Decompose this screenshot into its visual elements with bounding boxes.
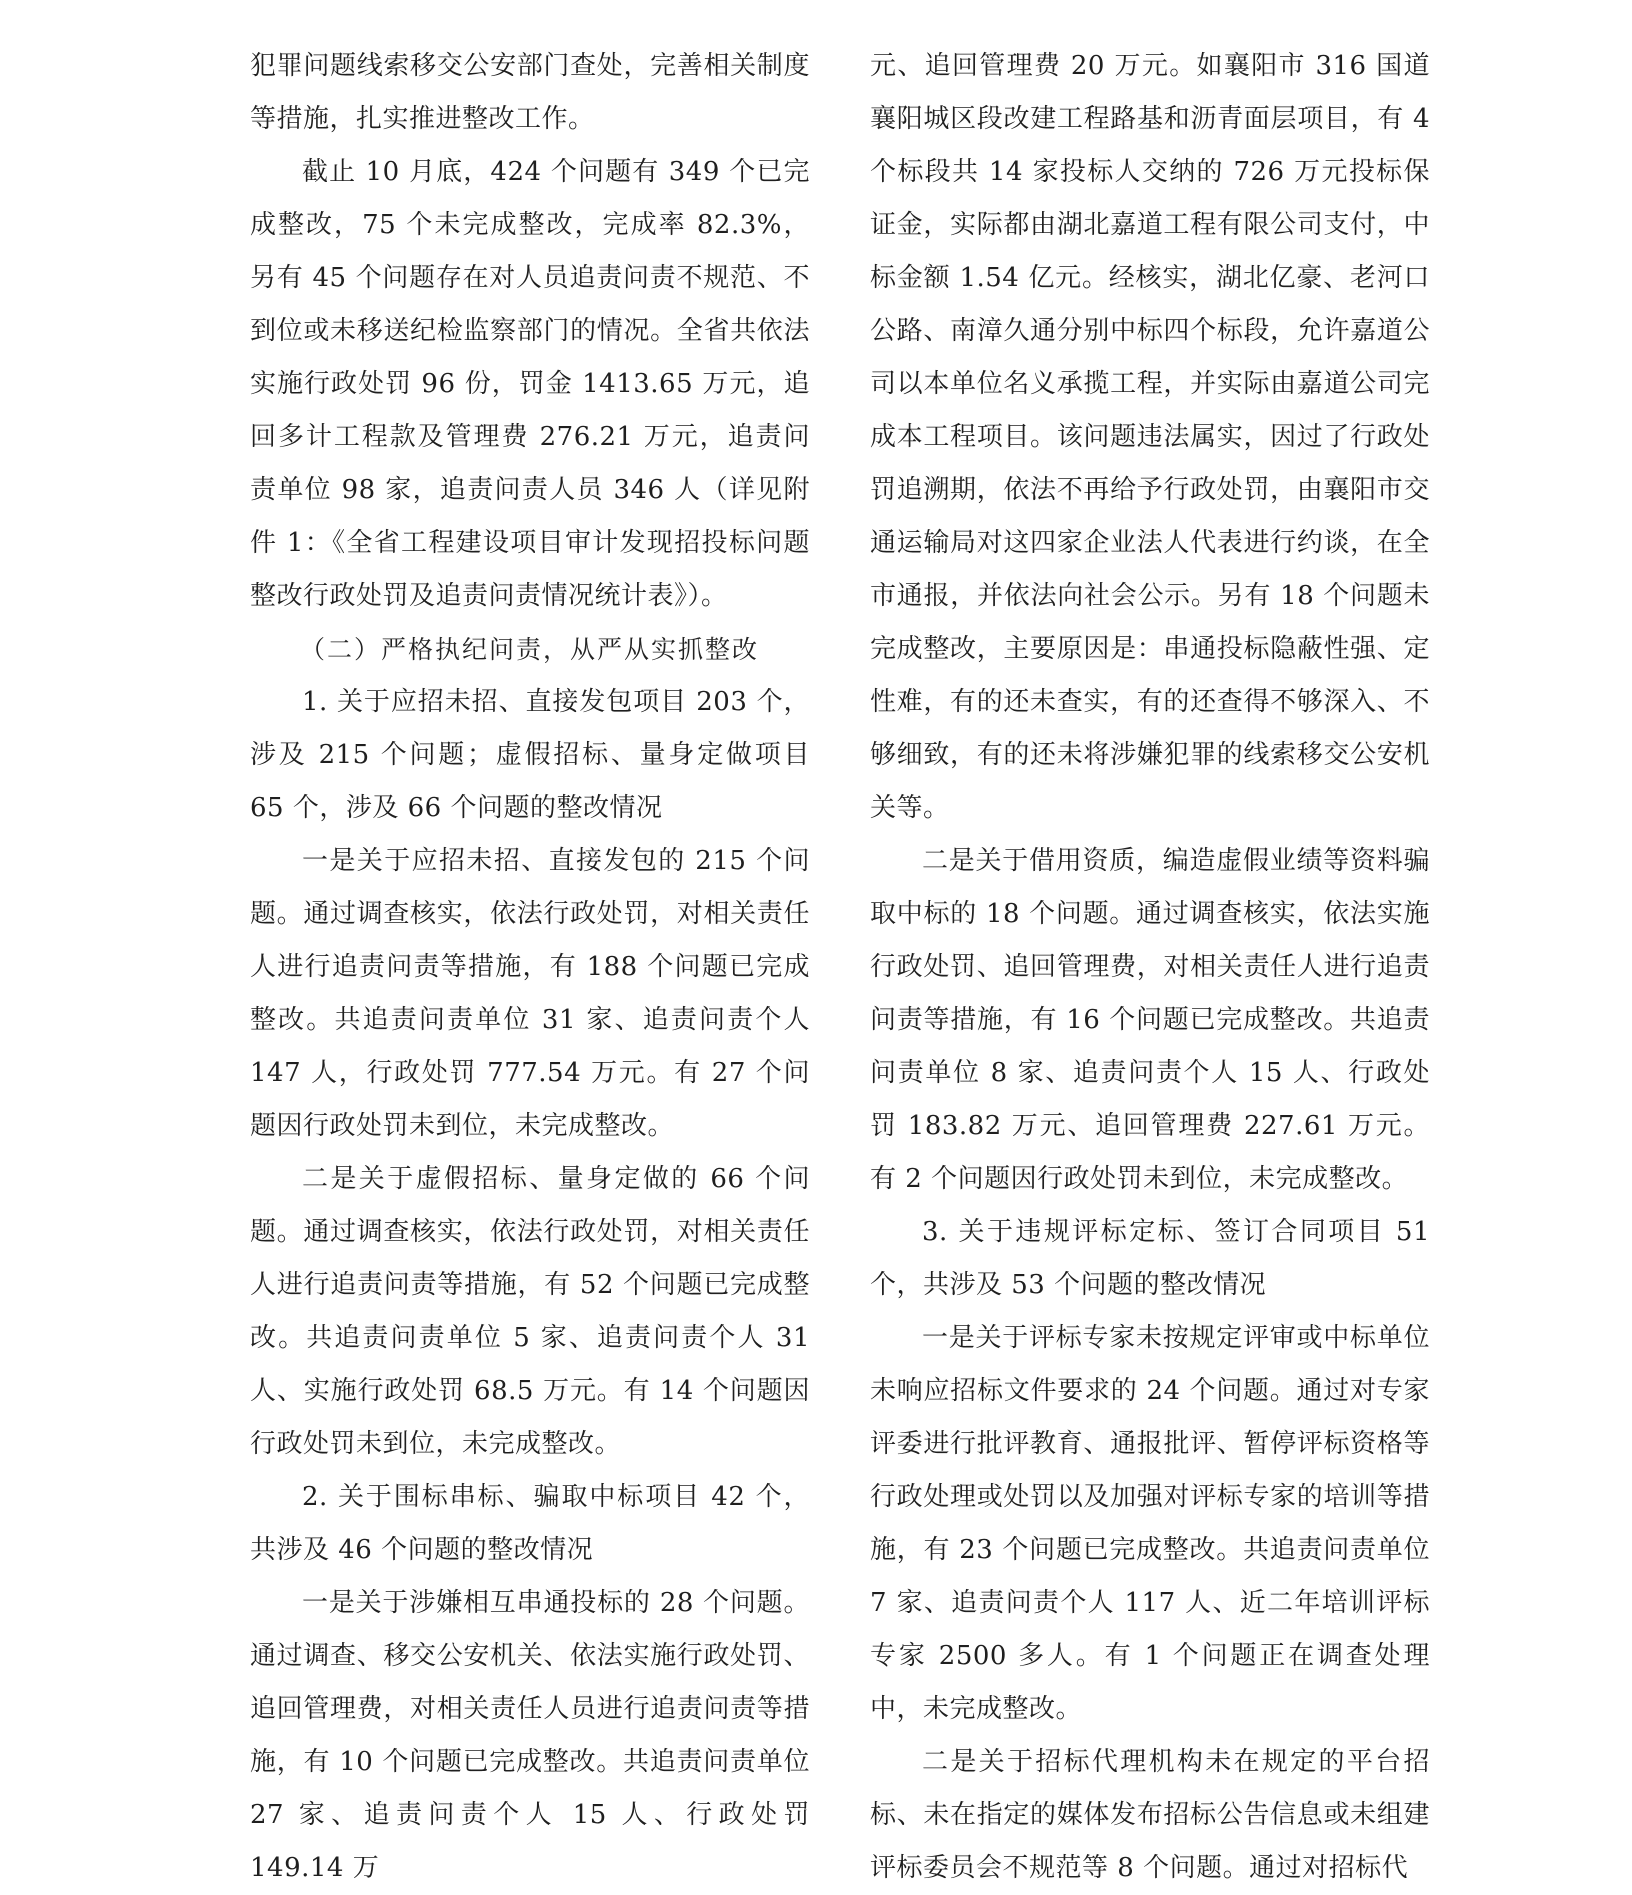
- paragraph-progress-summary: 截止 10 月底，424 个问题有 349 个已完成整改，75 个未完成整改，完成率 82.3%，另有 45 个问题存在对人员追责问责不规范、不到位或未移送纪检监察部门的情况。全省共依法实施行政处罚 96 份，罚金 1413.65 万元，追回多计工程款及管理费 276.21 万元，追责问责单位 98 家，追责问责人员 346 人（详见附件 1：《全省工程建设项目审计发现招投标问题整改行政处罚及追责问责情况统计表》）。: [250, 157, 810, 611]
- paragraph-collusive-bidding: 一是关于涉嫌相互串通投标的 28 个问题。通过调查、移交公安机关、依法实施行政处罚、追回管理费，对相关责任人员进行追责问责等措施，有 10 个问题已完成整改。共追责问责单位 27 家、追责问责个人 15 人、行政处罚 149.14 万: [250, 1588, 810, 1883]
- paragraph-fake-bidding: 二是关于虚假招标、量身定做的 66 个问题。通过调查核实，依法行政处罚，对相关责任人进行追责问责等措施，有 52 个问题已完成整改。共追责问责单位 5 家、追责问责个人 31 人、实施行政处罚 68.5 万元。有 14 个问题因行政处罚未到位，未完成整改。: [250, 1164, 810, 1459]
- subsection-heading-3: 3. 关于违规评标定标、签订合同项目 51 个，共涉及 53 个问题的整改情况: [870, 1217, 1430, 1300]
- left-column: [250, 40, 810, 1895]
- subsection-heading-1: 1. 关于应招未招、直接发包项目 203 个，涉及 215 个问题；虚假招标、量身定做项目 65 个，涉及 66 个问题的整改情况: [250, 687, 810, 823]
- paragraph-continued: 犯罪问题线索移交公安部门查处，完善相关制度等措施，扎实推进整改工作。: [250, 51, 810, 134]
- right-column: [870, 40, 1430, 1895]
- paragraph-borrowed-qualification: 二是关于借用资质，编造虚假业绩等资料骗取中标的 18 个问题。通过调查核实，依法实施行政处罚、追回管理费，对相关责任人进行追责问责等措施，有 16 个问题已完成整改。共追责问责单位 8 家、追责问责个人 15 人、行政处罚 183.82 万元、追回管理费 227.61 万元。有 2 个问题因行政处罚未到位，未完成整改。: [870, 846, 1430, 1194]
- paragraph-bidding-agency: 二是关于招标代理机构未在规定的平台招标、未在指定的媒体发布招标公告信息或未组建评标委员会不规范等 8 个问题。通过对招标代: [870, 1747, 1430, 1883]
- section-heading: （二）严格执纪问责，从严从实抓整改: [300, 635, 760, 664]
- paragraph-direct-contracting: 一是关于应招未招、直接发包的 215 个问题。通过调查核实，依法行政处罚，对相关责任人进行追责问责等措施，有 188 个问题已完成整改。共追责问责单位 31 家、追责问责个人 147 人，行政处罚 777.54 万元。有 27 个问题因行政处罚未到位，未完成整改。: [250, 846, 810, 1141]
- subsection-heading-2: 2. 关于围标串标、骗取中标项目 42 个，共涉及 46 个问题的整改情况: [250, 1482, 810, 1565]
- paragraph-evaluation-experts: 一是关于评标专家未按规定评审或中标单位未响应招标文件要求的 24 个问题。通过对专家评委进行批评教育、通报批评、暂停评标资格等行政处理或处罚以及加强对评标专家的培训等措施，有 23 个问题已完成整改。共追责问责单位 7 家、追责问责个人 117 人、近二年培训评标专家 2500 多人。有 1 个问题正在调查处理中，未完成整改。: [870, 1323, 1430, 1724]
- paragraph-continued: 元、追回管理费 20 万元。如襄阳市 316 国道襄阳城区段改建工程路基和沥青面层项目，有 4 个标段共 14 家投标人交纳的 726 万元投标保证金，实际都由湖北嘉道工程有限公司支付，中标金额 1.54 亿元。经核实，湖北亿豪、老河口公路、南漳久通分别中标四个标段，允许嘉道公司以本单位名义承揽工程，并实际由嘉道公司完成本工程项目。该问题违法属实，因过了行政处罚追溯期，依法不再给予行政处罚，由襄阳市交通运输局对这四家企业法人代表进行约谈，在全市通报，并依法向社会公示。另有 18 个问题未完成整改，主要原因是：串通投标隐蔽性强、定性难，有的还未查实，有的还查得不够深入、不够细致，有的还未将涉嫌犯罪的线索移交公安机关等。: [870, 51, 1430, 823]
